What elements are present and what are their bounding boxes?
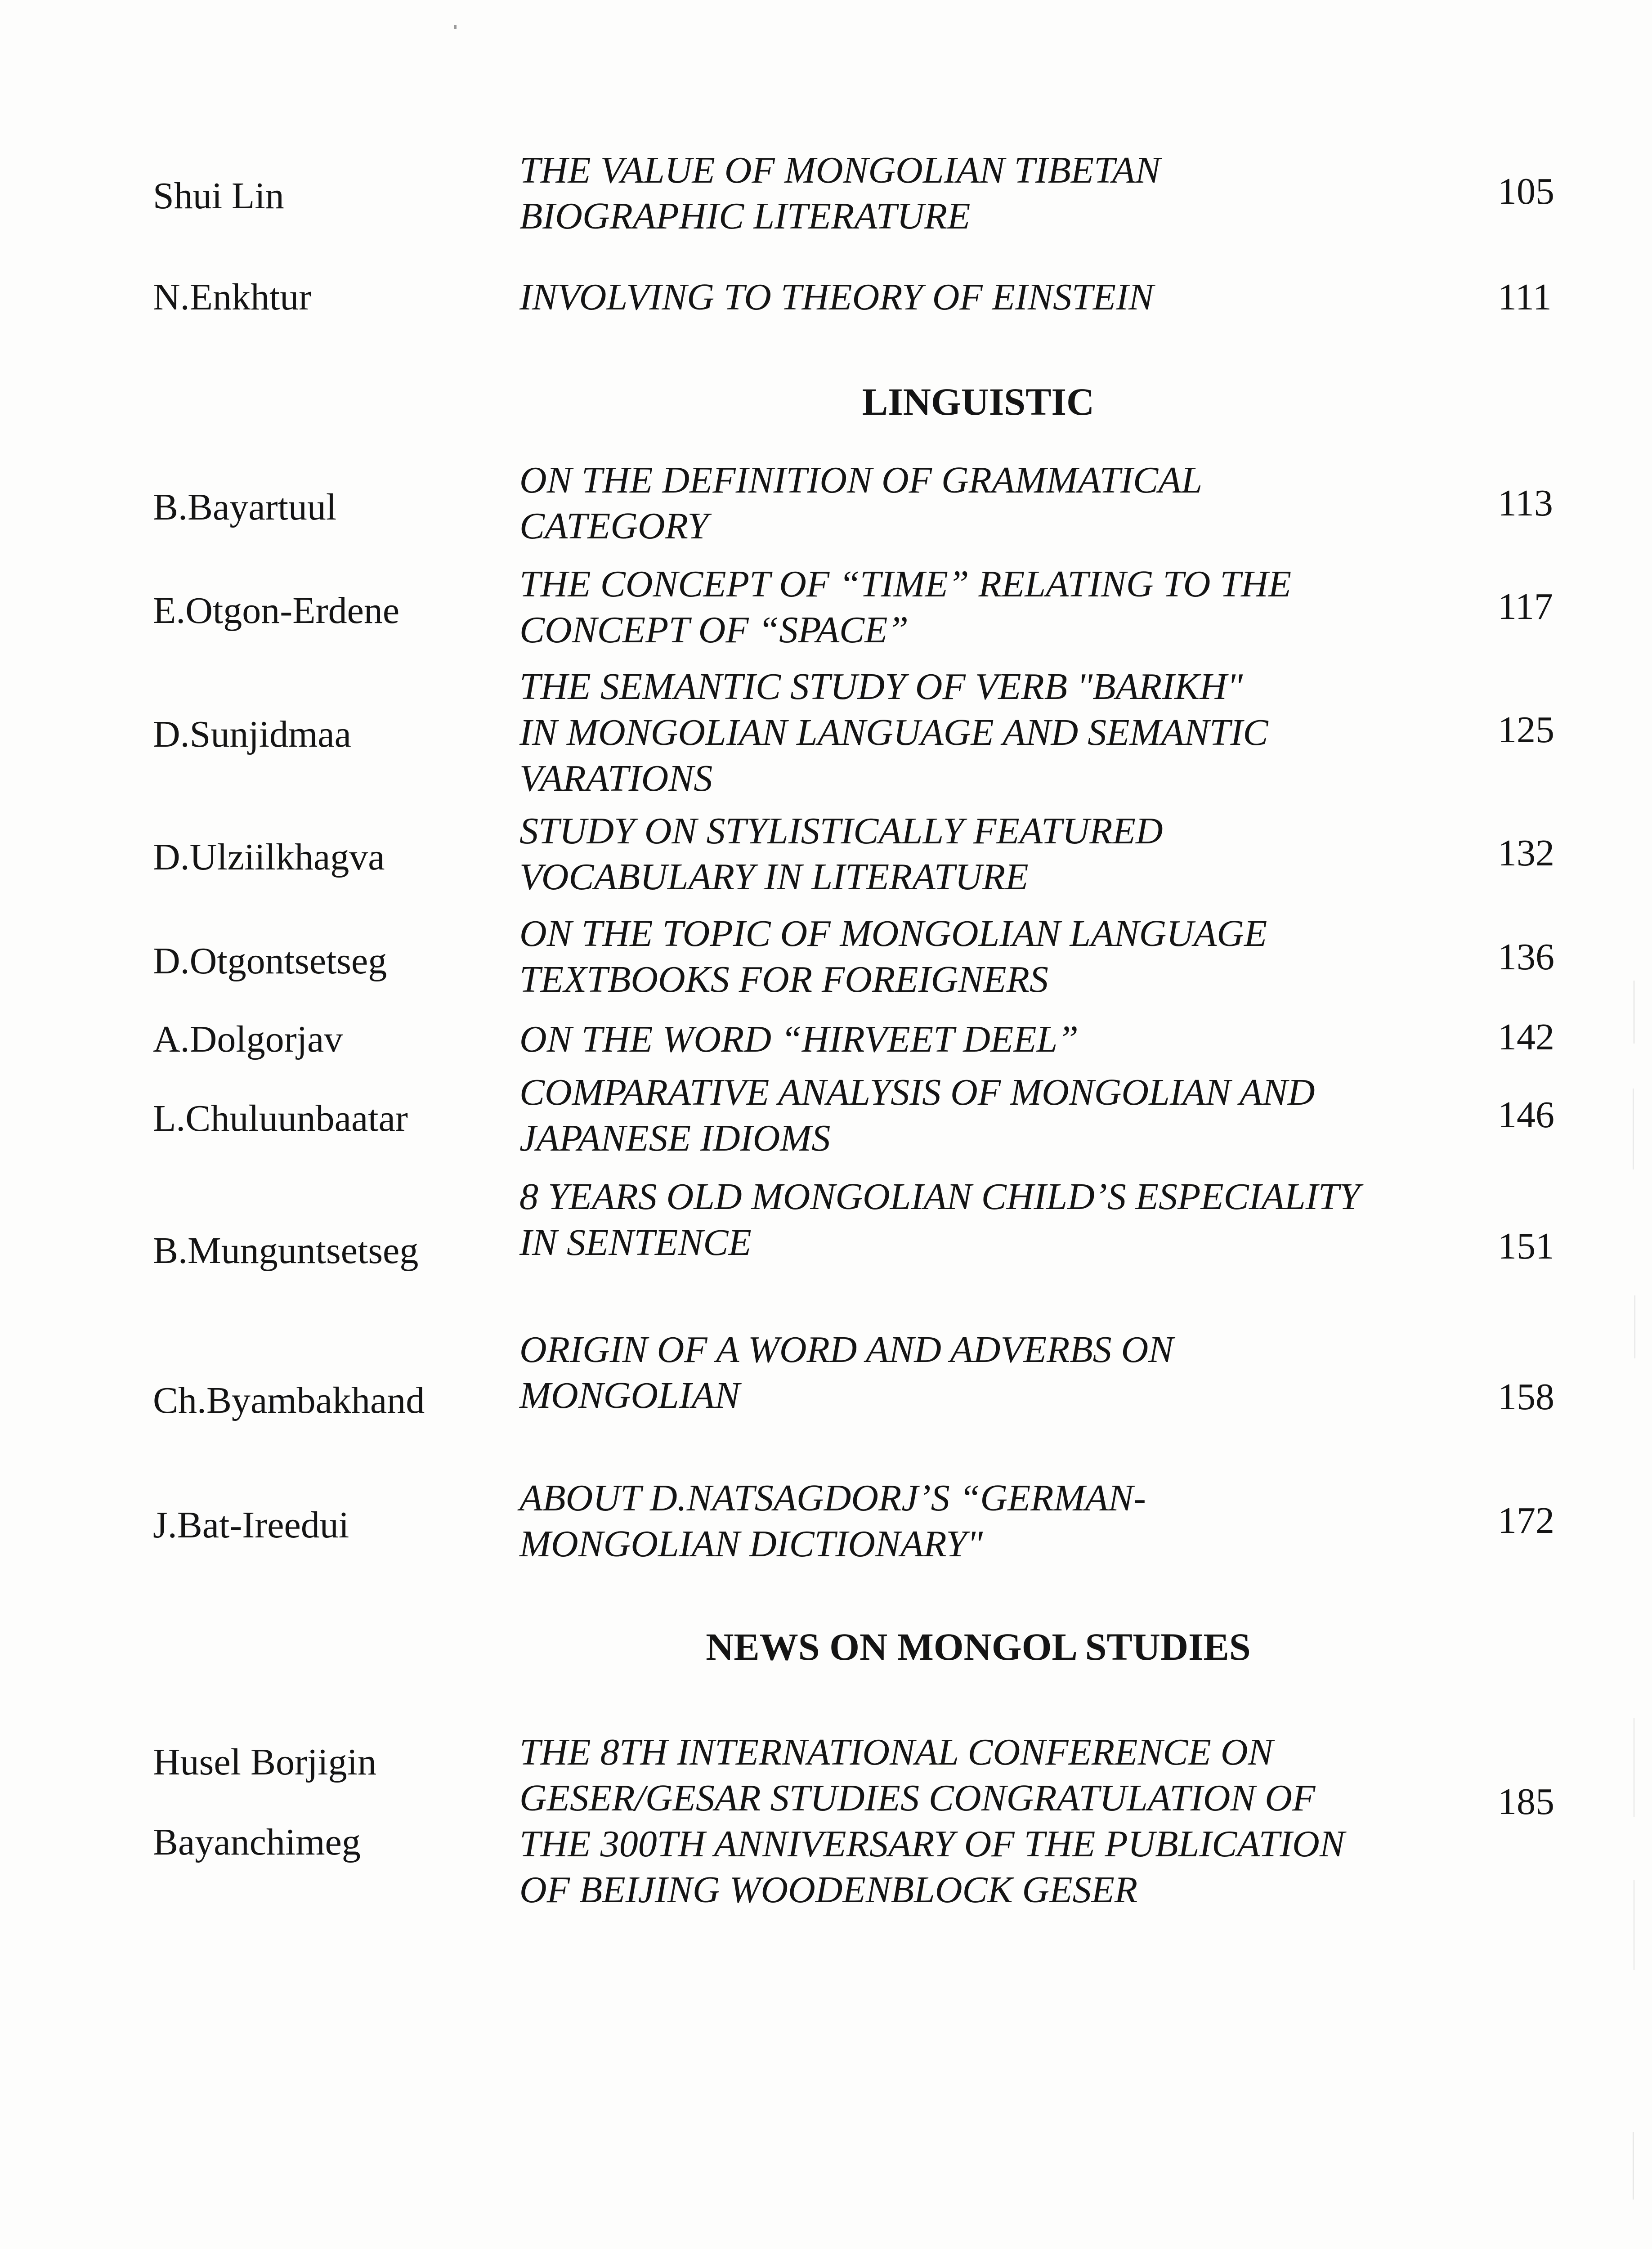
entry-title-line: THE CONCEPT OF “TIME” RELATING TO THE (519, 563, 1292, 605)
entry-title-line: VARATIONS (519, 757, 713, 799)
entry-author: J.Bat-Ireedui (153, 1504, 349, 1546)
entry-page-number: 146 (1498, 1094, 1554, 1136)
entry-title-line: JAPANESE IDIOMS (519, 1117, 831, 1159)
entry-author: Ch.Byambakhand (153, 1380, 425, 1421)
entry-title (519, 664, 1437, 802)
entry-page-number: 105 (1498, 170, 1554, 212)
entry-title (519, 911, 1437, 1003)
entry-title-line: MONGOLIAN DICTIONARY" (519, 1523, 983, 1565)
scan-edge-mark (1633, 2132, 1634, 2200)
entry-title-line: IN SENTENCE (519, 1222, 752, 1263)
entry-page-number: 117 (1498, 586, 1553, 627)
entry-title-line: ORIGIN OF A WORD AND ADVERBS ON (519, 1329, 1174, 1371)
entry-author: B.Munguntsetseg (153, 1230, 419, 1272)
entry-title (519, 1070, 1437, 1161)
entry-author: N.Enkhtur (153, 276, 312, 318)
entry-title-line: ON THE DEFINITION OF GRAMMATICAL (519, 459, 1203, 501)
entry-title-line: COMPARATIVE ANALYSIS OF MONGOLIAN AND (519, 1071, 1315, 1113)
entry-author: B.Bayartuul (153, 486, 337, 528)
entry-title-line: IN MONGOLIAN LANGUAGE AND SEMANTIC (519, 712, 1268, 753)
entry-author: A.Dolgorjav (153, 1018, 343, 1060)
entry-title (519, 1017, 1437, 1062)
entry-page-number: 125 (1498, 709, 1554, 751)
scan-edge-mark (1633, 1089, 1634, 1169)
entry-title-line: CATEGORY (519, 505, 709, 547)
section-heading-news: NEWS ON MONGOL STUDIES (706, 1625, 1251, 1668)
entry-author: Shui Lin (153, 175, 284, 217)
entry-page-number: 136 (1498, 936, 1554, 978)
entry-title-line: THE VALUE OF MONGOLIAN TIBETAN (519, 149, 1160, 191)
entry-page-number: 132 (1498, 832, 1554, 874)
entry-author: D.Sunjidmaa (153, 713, 351, 755)
section-heading-linguistic: LINGUISTIC (862, 380, 1095, 423)
entry-title (519, 1174, 1437, 1266)
entry-title (519, 1475, 1437, 1567)
entry-author: L.Chuluunbaatar (153, 1098, 408, 1139)
entry-title-line: MONGOLIAN (519, 1375, 740, 1416)
entry-title (519, 457, 1437, 549)
entry-author: E.Otgon-Erdene (153, 590, 400, 632)
entry-title-line: OF BEIJING WOODENBLOCK GESER (519, 1869, 1138, 1911)
entry-title-line: GESER/GESAR STUDIES CONGRATULATION OF (519, 1777, 1316, 1819)
entry-title (519, 148, 1437, 239)
entry-page-number: 113 (1498, 482, 1553, 524)
entry-title-line: INVOLVING TO THEORY OF EINSTEIN (519, 276, 1154, 318)
entry-title-line: THE 8TH INTERNATIONAL CONFERENCE ON (519, 1731, 1273, 1773)
scan-speck (454, 25, 457, 29)
entry-title (519, 1327, 1437, 1419)
entry-page-number: 185 (1498, 1781, 1554, 1823)
entry-page-number: 172 (1498, 1500, 1554, 1541)
entry-page-number: 151 (1498, 1225, 1554, 1267)
entry-title-line: STUDY ON STYLISTICALLY FEATURED (519, 810, 1163, 852)
entry-title-line: 8 YEARS OLD MONGOLIAN CHILD’S ESPECIALITY (519, 1176, 1361, 1218)
entry-title-line: ABOUT D.NATSAGDORJ’S “GERMAN- (519, 1477, 1146, 1519)
entry-title (519, 561, 1437, 653)
entry-author: Husel Borjigin (153, 1741, 376, 1783)
entry-title (519, 274, 1437, 320)
entry-page-number: 142 (1498, 1016, 1554, 1058)
entry-title-line: THE 300TH ANNIVERSARY OF THE PUBLICATION (519, 1823, 1345, 1865)
entry-page-number: 158 (1498, 1376, 1554, 1418)
entry-author: D.Otgontsetseg (153, 940, 387, 982)
entry-title-line: ON THE WORD “HIRVEET DEEL” (519, 1018, 1079, 1060)
entry-title-line: BIOGRAPHIC LITERATURE (519, 195, 971, 237)
entry-title-line: THE SEMANTIC STUDY OF VERB "BARIKH" (519, 666, 1243, 708)
entry-title (519, 808, 1437, 900)
entry-page-number: 111 (1498, 276, 1552, 318)
entry-title-line: ON THE TOPIC OF MONGOLIAN LANGUAGE (519, 913, 1267, 954)
entry-title-line: VOCABULARY IN LITERATURE (519, 856, 1029, 898)
entry-title-line: CONCEPT OF “SPACE” (519, 609, 909, 651)
entry-author: Bayanchimeg (153, 1821, 361, 1863)
entry-title-line: TEXTBOOKS FOR FOREIGNERS (519, 959, 1048, 1000)
entry-author: D.Ulziilkhagva (153, 836, 385, 878)
entry-title (519, 1729, 1437, 1913)
scan-edge-mark (1634, 1295, 1635, 1358)
